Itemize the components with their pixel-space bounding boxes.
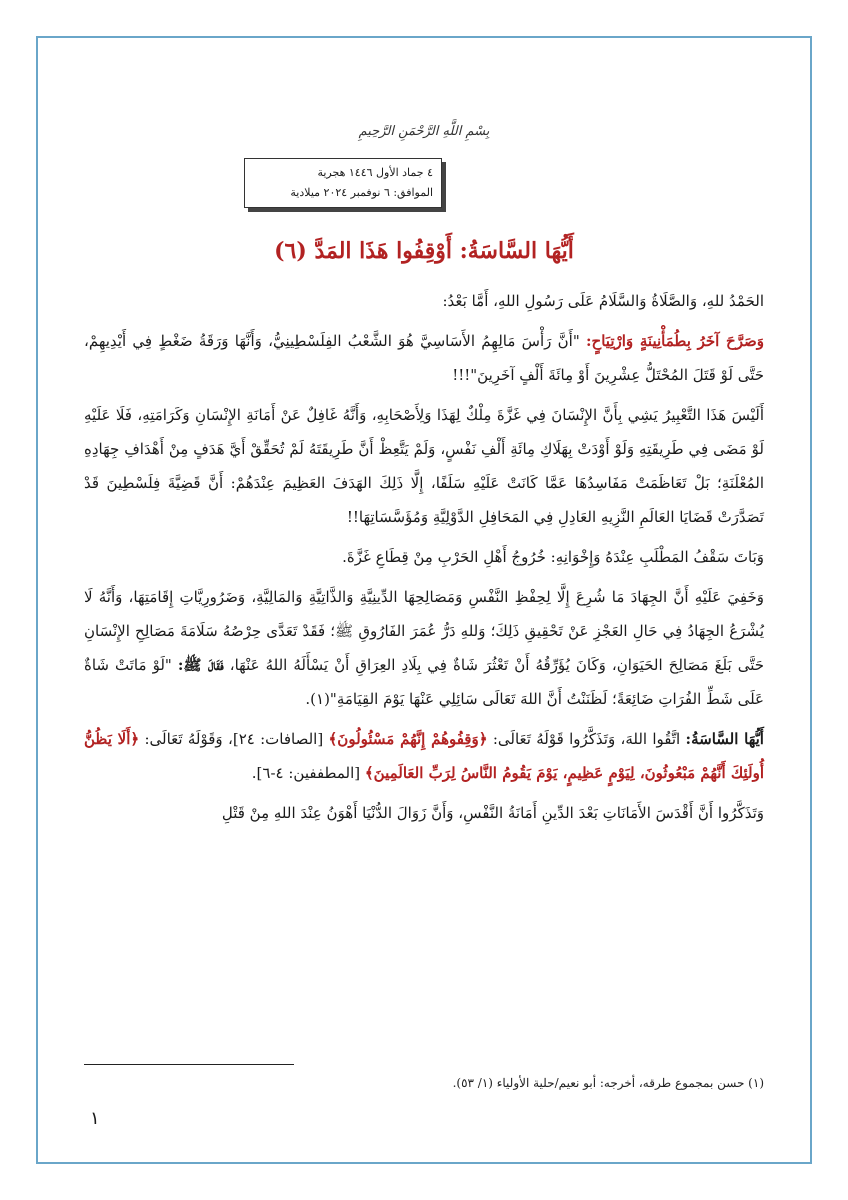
paragraph-statement <box>84 324 764 392</box>
address-text-b: وَقَوْلَهُ تَعَالَى: <box>144 730 223 748</box>
basmala: بِسْمِ اللَّهِ الرَّحْمَنِ الرَّحِيمِ <box>358 124 490 139</box>
page-frame <box>36 36 812 1164</box>
reminder-text: وَتَذَكَّرُوا أَنَّ أَقْدَسَ الأَمَانَاتِ بَعْدَ الدِّينِ أَمَانَةُ النَّفْسِ، وَأَنَّ زَوَالَ الدُّنْيَا أَهْوَنُ عِنْدَ اللهِ مِنْ قَتْلِ <box>221 804 764 822</box>
paragraph-jihad <box>84 580 764 716</box>
date-box <box>244 158 442 208</box>
critique-text: أَلَيْسَ هَذَا التَّعْبِيرُ يَشِي بِأَنَّ الإِنْسَانَ فِي غَزَّةَ مِلْكٌ لِهَذَا وَلِأَصْحَابِهِ، وَأَنَّهُ غَافِلٌ عَنْ أَمَانَةِ الإِنْسَانِ وَكَرَامَتِهِ، فَلَا عَلَيْهِ لَوْ مَضَى فِي طَرِيقَتِهِ وَلَوْ أَوْدَتْ بِهَلَاكِ مِائَةِ أَلْفِ نَفْسٍ، وَلَمْ يَتَّعِظْ أَنَّ طَرِيقَتَهُ لَمْ تُحَقِّقْ أَيَّ هَدَفٍ مِنْ أَهْدَافِ جِهَادِهِ المُعْلَنَةِ؛ بَلْ تَعَاظَمَتْ مَفَاسِدُهَا عَمَّا كَانَتْ عَلَيْهِ سَلَفًا، إِلَّا ذَلِكَ الهَدَفَ العَظِيمَ عِنْدَهُمْ: أَنَّ قَضِيَّةَ فِلَسْطِينَ قَدْ تَصَدَّرَتْ قَضَايَا العَالَمِ النَّزِيهِ العَادِلِ فِي المَحَافِلِ الدَّوْلِيَّةِ وَمُؤَسَّسَاتِهَا!! <box>84 406 764 526</box>
paragraph-critique <box>84 398 764 534</box>
address-lead: أَيُّهَا السَّاسَةُ: <box>685 730 764 748</box>
jihad-text: وَخَفِيَ عَلَيْهِ أَنَّ الجِهَادَ مَا شُرِعَ إِلَّا لِحِفْظِ النَّفْسِ وَمَصَالِحِهَا الدِّينِيَّةِ وَالذَّاتِيَّةِ وَالمَالِيَّةِ، وَضَرُورِيَّاتِ إِقَامَتِهَا، وَأَنَّهُ لَا يُشْرَعُ الجِهَادُ فِي حَالِ العَجْزِ عَنْ تَحْقِيقِ ذَلِكَ؛ وَللهِ دَرُّ عُمَرَ الفَارُوقِ ﷺ؛ فَقَدْ تَعَدَّى حِرْصُهُ سَلَامَةَ مَصَالِحِ الإِنْسَانِ حَتَّى بَلَغَ مَصَالِحَ الحَيَوَانِ، وَكَانَ يُؤَرِّقُهُ أَنْ تَعْثُرَ شَاةٌ فِي بِلَادِ العِرَاقِ أَنْ يَسْأَلَهُ اللهُ عَنْهَا، <box>84 588 765 674</box>
footnote-divider <box>84 1064 294 1065</box>
demand-text: وَبَاتَ سَقْفُ المَطْلَبِ عِنْدَهُ وَإِخْوَانِهِ: خُرُوجُ أَهْلِ الحَرْبِ مِنْ قِطَاعِ غَزَّةَ. <box>342 548 764 566</box>
umar-quote: "لَوْ مَاتَتْ شَاةٌ عَلَى شَطِّ الفُرَاتِ ضَائِعَةً؛ لَظَنَنْتُ أَنَّ اللهَ تَعَالَى سَائِلِي عَنْهَا يَوْمَ القِيَامَةِ"(١). <box>84 656 764 708</box>
address-text-a: اتَّقُوا اللهَ، وَتَذَكَّرُوا قَوْلَهُ تَعَالَى: <box>492 730 681 748</box>
footnote: (١) حسن بمجموع طرقه، أخرجه: أبو نعيم/حلية الأولياء (١/ ٥٣). <box>452 1076 764 1090</box>
opening-text: الحَمْدُ للهِ، وَالصَّلَاةُ وَالسَّلَامُ عَلَى رَسُولِ اللهِ، أَمَّا بَعْدُ: <box>442 292 764 310</box>
paragraph-reminder <box>84 796 764 830</box>
date-hijri: ٤ جماد الأول ١٤٤٦ هجرية <box>317 166 433 179</box>
paragraph-demand <box>84 540 764 574</box>
page-number: ١ <box>90 1108 100 1129</box>
statement-lead: وَصَرَّحَ آخَرُ بِطُمَأْنِينَةٍ وَارْتِيَاحٍ: <box>586 332 764 350</box>
ayah-2-ref: [المطففين: ٤-٦]. <box>251 764 361 782</box>
date-gregorian: الموافق: ٦ نوفمبر ٢٠٢٤ ميلادية <box>290 186 433 199</box>
ayah-2: ﴿أَلَا يَظُنُّ أُولَئِكَ أَنَّهُمْ مَبْعُوثُونَ، لِيَوْمٍ عَظِيمٍ، يَوْمَ يَقُومُ النَّاسُ لِرَبِّ العَالَمِينَ﴾ <box>84 730 764 782</box>
document-page <box>60 58 788 1142</box>
ayah-1: ﴿وَقِفُوهُمْ إِنَّهُمْ مَسْئُولُونَ﴾ <box>328 730 488 748</box>
paragraph-opening <box>84 284 764 318</box>
statement-quote: "أَنَّ رَأْسَ مَالِهِمُ الأَسَاسِيَّ هُوَ الشَّعْبُ الفِلَسْطِينِيُّ، وَأَنَّهَا وَرَقَةُ ضَغْطٍ فِي أَيْدِيهِمْ، حَتَّى لَوْ قَتَلَ المُحْتَلُّ عِشْرِينَ أَوْ مِائَةَ أَلْفٍ آخَرِينَ"!!! <box>84 332 764 384</box>
article-body <box>84 284 764 836</box>
ayah-1-ref: [الصافات: ٢٤]، <box>227 730 324 748</box>
page-title: أَيُّهَا السَّاسَةُ: أَوْقِفُوا هَذَا المَدَّ (٦) <box>274 238 574 264</box>
qal-marker: فَقَالَ ﷺ: <box>177 656 224 674</box>
paragraph-address <box>84 722 764 790</box>
